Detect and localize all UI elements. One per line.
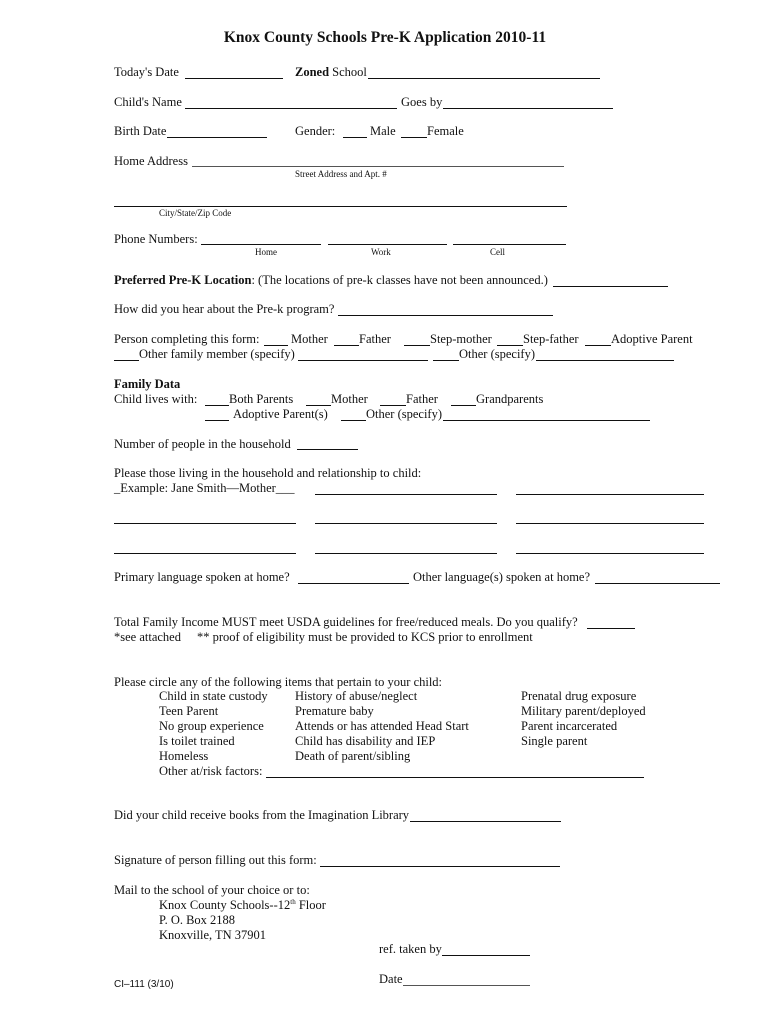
office-date-field[interactable] (403, 985, 530, 986)
risk-item[interactable]: Death of parent/sibling (295, 749, 411, 763)
risk-item[interactable]: Teen Parent (159, 704, 219, 718)
phone-numbers-label: Phone Numbers: (114, 232, 198, 246)
mail-line-2: P. O. Box 2188 (159, 913, 236, 927)
risk-item[interactable]: Military parent/deployed (521, 704, 646, 718)
phone-cell-field[interactable] (453, 244, 566, 245)
zoned-bold: Zoned (295, 65, 330, 79)
household-member-1-2[interactable] (315, 494, 497, 495)
phone-home-caption: Home (255, 247, 277, 257)
see-attached-note: *see attached (114, 630, 181, 644)
preferred-bold: Preferred Pre-K Location (114, 273, 252, 287)
home-address-label: Home Address (114, 154, 188, 168)
income-question: Total Family Income MUST meet USDA guidelines for free/reduced meals. Do you qualify? (114, 615, 578, 629)
lw-father-label: Father (406, 392, 438, 406)
birth-date-field[interactable] (167, 137, 267, 138)
imagination-field[interactable] (410, 821, 561, 822)
household-member-3-1[interactable] (114, 553, 296, 554)
phone-work-field[interactable] (328, 244, 447, 245)
other-language-label: Other language(s) spoken at home? (413, 570, 591, 584)
household-member-3-2[interactable] (315, 553, 497, 554)
ref-taken-label: ref. taken by (379, 942, 442, 956)
household-member-2-2[interactable] (315, 523, 497, 524)
pc-other-blank[interactable] (433, 360, 459, 361)
pc-other-family-blank[interactable] (114, 360, 139, 361)
pc-father-label: Father (359, 332, 391, 346)
hear-about-label: How did you hear about the Pre-k program? (114, 302, 335, 316)
risk-intro: Please circle any of the following items that pertain to your child: (114, 675, 443, 689)
family-data-heading: Family Data (114, 377, 181, 391)
childs-name-label: Child's Name (114, 95, 182, 109)
gender-label: Gender: (295, 124, 336, 138)
lw-other-label: Other (specify) (366, 407, 443, 421)
phone-work-caption: Work (371, 247, 391, 257)
form-code: CI–111 (3/10) (114, 979, 174, 990)
lw-adoptive-label: Adoptive Parent(s) (233, 407, 328, 421)
risk-item[interactable]: Homeless (159, 749, 209, 763)
household-member-1-3[interactable] (516, 494, 704, 495)
pc-step-father-label: Step-father (523, 332, 579, 346)
household-example: _Example: Jane Smith—Mother___ (114, 481, 295, 495)
lw-both-blank[interactable] (205, 405, 229, 406)
lw-other-field[interactable] (443, 420, 650, 421)
lw-mother-blank[interactable] (306, 405, 331, 406)
city-caption: City/State/Zip Code (159, 208, 232, 218)
pc-other-field[interactable] (536, 360, 674, 361)
pc-other-family-field[interactable] (298, 360, 428, 361)
mail-intro: Mail to the school of your choice or to: (114, 883, 310, 897)
other-risk-label: Other at/risk factors: (159, 764, 263, 778)
zoned-school-field[interactable] (368, 78, 600, 79)
office-date-label: Date (379, 972, 403, 986)
household-member-3-3[interactable] (516, 553, 704, 554)
zoned-school-label (295, 66, 367, 79)
pc-step-mother-label: Step-mother (430, 332, 492, 346)
birth-date-label: Birth Date (114, 124, 167, 138)
risk-item[interactable]: Single parent (521, 734, 588, 748)
ref-taken-field[interactable] (442, 955, 530, 956)
pc-father-blank[interactable] (334, 345, 359, 346)
other-risk-field[interactable] (266, 777, 644, 778)
lives-with-label: Child lives with: (114, 392, 198, 406)
lw-adoptive-blank[interactable] (205, 420, 229, 421)
phone-home-field[interactable] (201, 244, 321, 245)
todays-date-field[interactable] (185, 78, 283, 79)
city-state-zip-field[interactable] (114, 206, 567, 207)
pc-adoptive-label: Adoptive Parent (611, 332, 693, 346)
primary-language-label: Primary language spoken at home? (114, 570, 290, 584)
household-member-2-3[interactable] (516, 523, 704, 524)
risk-item[interactable]: Attends or has attended Head Start (295, 719, 469, 733)
risk-item[interactable]: No group experience (159, 719, 264, 733)
person-completing-label: Person completing this form: (114, 332, 260, 346)
risk-item[interactable]: Premature baby (295, 704, 374, 718)
preferred-rest: : (The locations of pre-k classes have not been announced.) (251, 273, 548, 287)
lw-father-blank[interactable] (380, 405, 406, 406)
lw-grandparents-blank[interactable] (451, 405, 476, 406)
imagination-label: Did your child receive books from the Imagination Library (114, 808, 410, 822)
phone-cell-caption: Cell (490, 247, 505, 257)
mail-line-1-end: Floor (295, 898, 326, 912)
zoned-rest: School (329, 65, 367, 79)
other-language-field[interactable] (595, 583, 720, 584)
pc-mother-label: Mother (291, 332, 328, 346)
lw-mother-label: Mother (331, 392, 368, 406)
mail-line-1-text: Knox County Schools--12 (159, 898, 291, 912)
household-number-label: Number of people in the household (114, 437, 291, 451)
proof-note: ** proof of eligibility must be provided to KCS prior to enrollment (197, 630, 533, 644)
todays-date-label: Today's Date (114, 65, 179, 79)
risk-item[interactable]: Is toilet trained (159, 734, 235, 748)
pc-mother-blank[interactable] (264, 345, 288, 346)
mail-line-1 (159, 899, 326, 912)
pc-other-label: Other (specify) (459, 347, 536, 361)
income-qualify-field[interactable] (587, 628, 635, 629)
hear-about-field[interactable] (338, 315, 553, 316)
risk-item[interactable]: Prenatal drug exposure (521, 689, 637, 703)
household-number-field[interactable] (297, 449, 358, 450)
signature-label: Signature of person filling out this form: (114, 853, 317, 867)
risk-item[interactable]: Child has disability and IEP (295, 734, 436, 748)
lw-grandparents-label: Grandparents (476, 392, 544, 406)
preferred-location-field[interactable] (553, 286, 668, 287)
pc-step-father-blank[interactable] (497, 345, 523, 346)
male-label: Male (370, 124, 396, 138)
risk-item[interactable]: History of abuse/neglect (295, 689, 418, 703)
male-blank[interactable] (343, 137, 367, 138)
street-address-field[interactable] (192, 166, 564, 167)
female-blank[interactable] (401, 137, 427, 138)
female-label: Female (427, 124, 464, 138)
household-living-label: Please those living in the household and relationship to child: (114, 466, 422, 480)
page-title: Knox County Schools Pre-K Application 2010-11 (223, 29, 547, 46)
goes-by-label: Goes by (401, 95, 443, 109)
mail-line-1-sup: th (290, 897, 296, 906)
childs-name-field[interactable] (185, 108, 397, 109)
goes-by-field[interactable] (443, 108, 613, 109)
preferred-location-label (114, 274, 548, 287)
lw-both-label: Both Parents (229, 392, 294, 406)
risk-item[interactable]: Parent incarcerated (521, 719, 618, 733)
risk-item[interactable]: Child in state custody (159, 689, 268, 703)
pc-step-mother-blank[interactable] (404, 345, 430, 346)
lw-other-blank[interactable] (341, 420, 366, 421)
pc-adoptive-blank[interactable] (585, 345, 611, 346)
street-caption: Street Address and Apt. # (295, 169, 387, 179)
pc-other-family-label: Other family member (specify) (139, 347, 295, 361)
mail-line-3: Knoxville, TN 37901 (159, 928, 267, 942)
primary-language-field[interactable] (298, 583, 409, 584)
household-member-2-1[interactable] (114, 523, 296, 524)
signature-field[interactable] (320, 866, 560, 867)
